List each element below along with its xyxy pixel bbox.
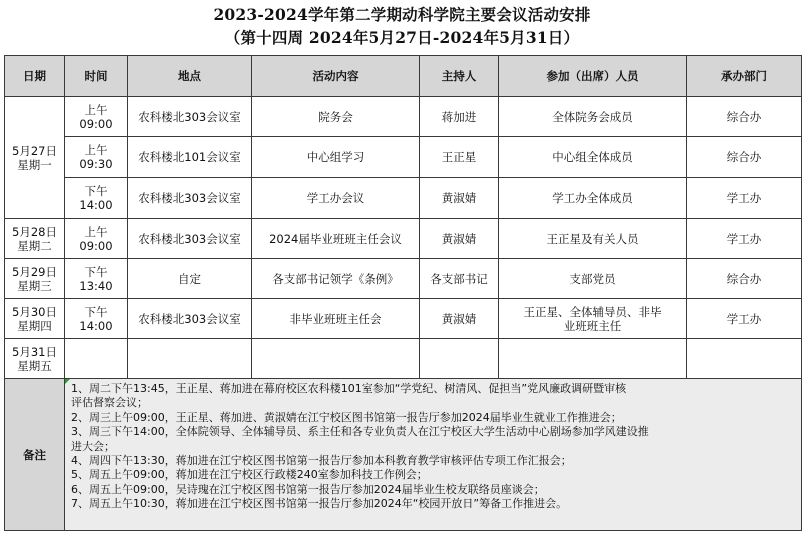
weekday-label: 星期一 [17,157,52,172]
attendees-cell: 学工办全体成员 [499,178,687,219]
department-cell: 综合办 [687,97,802,137]
weekday-label: 星期五 [17,358,52,373]
note-line: 进大会； [71,439,115,453]
notes-cell [65,379,802,531]
weekday-label: 星期二 [17,238,52,253]
activity-cell: 院务会 [252,97,420,137]
col-header-attendees: 参加（出席）人员 [499,56,687,97]
host-cell: 王正星 [420,137,499,178]
activity-cell: 中心组学习 [252,137,420,178]
time-cell [65,219,128,259]
time-cell [65,339,128,379]
time-period: 上午 [84,224,108,239]
attendees-cell: 全体院务会成员 [499,97,687,137]
attendees-cell [499,339,687,379]
location-cell: 自定 [128,259,252,299]
notes-label: 备注 [5,379,65,531]
host-cell: 各支部书记 [420,259,499,299]
note-line: 2、周三上午09:00，王正星、蒋加进、黄淑婧在江宁校区图书馆第一报告厅参加2024届毕业生就业工作推进会； [71,410,622,424]
time-period: 上午 [84,102,108,117]
department-cell: 综合办 [687,259,802,299]
location-cell: 农科楼北303会议室 [128,178,252,219]
date-label: 5月31日 [12,344,57,359]
time-cell [65,259,128,299]
table-row [5,219,802,259]
attendees-cell: 支部党员 [499,259,687,299]
note-line: 5、周五上午09:00，蒋加进在江宁校区行政楼240室参加科技工作例会； [71,468,428,482]
date-cell [5,259,65,299]
weekday-label: 星期四 [17,318,52,333]
col-header-host: 主持人 [420,56,499,97]
host-cell: 黄淑婧 [420,219,499,259]
schedule-table [4,55,802,531]
col-header-date: 日期 [5,56,65,97]
activity-cell: 非毕业班班主任会 [252,299,420,339]
department-cell: 学工办 [687,219,802,259]
location-cell [128,339,252,379]
time-period: 下午 [84,264,108,279]
table-row [5,178,802,219]
time-period: 上午 [84,143,108,157]
time-cell [65,137,128,178]
page-title: 2023-2024学年第二学期动科学院主要会议活动安排 [213,5,591,24]
col-header-activity: 活动内容 [252,56,420,97]
col-header-time: 时间 [65,56,128,97]
cell-comment-marker-icon [65,379,70,384]
host-cell: 蒋加进 [420,97,499,137]
note-line: 6、周五上午09:00，吴诗瑰在江宁校区图书馆第一报告厅参加2024届毕业生校友联络员座谈会； [71,482,545,496]
department-cell: 学工办 [687,299,802,339]
header-row [5,56,802,97]
activity-cell: 2024届毕业班班主任会议 [252,219,420,259]
date-cell [5,299,65,339]
table-row [5,339,802,379]
attendees-cell: 中心组全体成员 [499,137,687,178]
col-header-location: 地点 [128,56,252,97]
time-cell [65,299,128,339]
date-cell [5,219,65,259]
time-clock: 09:30 [79,157,113,171]
location-cell: 农科楼北303会议室 [128,97,252,137]
time-period: 下午 [84,184,108,198]
location-cell: 农科楼北303会议室 [128,219,252,259]
department-cell [687,339,802,379]
time-clock: 09:00 [79,116,113,131]
time-clock: 14:00 [79,198,113,212]
activity-cell: 学工办会议 [252,178,420,219]
time-cell [65,97,128,137]
col-header-department: 承办部门 [687,56,802,97]
attendees-line: 业班班主任 [563,318,622,333]
attendees-cell: 王正星及有关人员 [499,219,687,259]
table-row [5,299,802,339]
note-line: 评估督察会议； [71,396,148,410]
location-cell: 农科楼北303会议室 [128,299,252,339]
time-clock: 09:00 [79,238,113,253]
table-row [5,97,802,137]
department-cell: 综合办 [687,137,802,178]
date-label: 5月28日 [12,224,57,239]
attendees-cell [499,299,687,339]
time-period: 下午 [84,304,108,319]
time-clock: 13:40 [79,278,113,293]
date-label: 5月30日 [12,304,57,319]
note-line: 1、周二下午13:45，王正星、蒋加进在幕府校区农科楼101室参加“学党纪、树清风、促担当”党风廉政调研暨审核 [71,382,627,395]
date-cell [5,97,65,219]
page-subtitle: （第十四周 2024年5月27日-2024年5月31日） [224,28,580,47]
time-cell [65,178,128,219]
attendees-line: 王正星、全体辅导员、非毕 [523,304,662,319]
notes-row [5,379,802,531]
host-cell [420,339,499,379]
note-line: 4、周四下午13:30，蒋加进在江宁校区图书馆第一报告厅参加本科教育教学审核评估专项工作汇报会； [71,454,572,468]
note-line: 3、周三下午14:00，全体院领导、全体辅导员、系主任和各专业负责人在江宁校区大学生活动中心剧场参加学风建设推 [71,425,649,439]
department-cell: 学工办 [687,178,802,219]
time-clock: 14:00 [79,318,113,333]
date-cell [5,339,65,379]
table-row [5,137,802,178]
host-cell: 黄淑婧 [420,299,499,339]
location-cell: 农科楼北101会议室 [128,137,252,178]
host-cell: 黄淑婧 [420,178,499,219]
table-row [5,259,802,299]
weekday-label: 星期三 [17,278,52,293]
date-label: 5月29日 [12,264,57,279]
activity-cell: 各支部书记领学《条例》 [252,259,420,299]
note-line: 7、周五上午10:30，蒋加进在江宁校区图书馆第一报告厅参加2024年“校园开放日”筹备工作推进会。 [71,497,568,511]
activity-cell [252,339,420,379]
date-label: 5月27日 [12,143,57,158]
